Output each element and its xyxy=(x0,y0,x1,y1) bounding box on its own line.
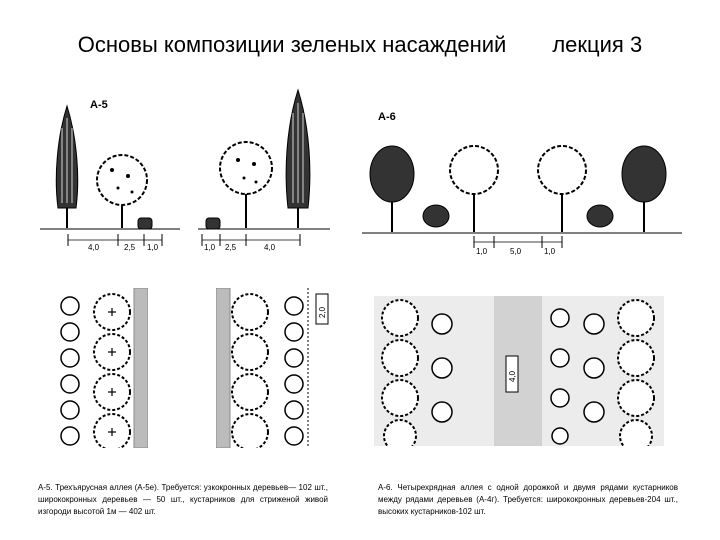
slide-title xyxy=(0,32,720,58)
slide-title-text: Основы композиции зеленых насаждений xyxy=(77,32,507,57)
a5-plan-right xyxy=(216,288,334,448)
a6-dim-3: 1,0 xyxy=(544,247,556,256)
a5-elevation-left xyxy=(40,88,180,268)
a5-dim-r3: 4,0 xyxy=(264,243,276,252)
a5-dim-1: 4,0 xyxy=(88,243,100,252)
lecture-label: лекция 3 xyxy=(552,32,643,57)
a6-plan-dim: 4,0 xyxy=(508,370,517,382)
caption-a6: А-6. Четырехрядная аллея с одной дорожкой и двумя рядами кустарников между рядами деревьев (А-4г). Требуется: ширококронных деревьев-204 шт., высоких кустарников-102 шт. xyxy=(378,483,678,516)
a6-dim-1: 1,0 xyxy=(476,247,488,256)
a5-dim-2: 2,5 xyxy=(124,243,136,252)
a5-plan-left xyxy=(58,288,148,448)
a6-elevation xyxy=(362,104,682,264)
a5-plan-dim: 2,0 xyxy=(318,306,327,318)
a6-dim-2: 5,0 xyxy=(510,247,522,256)
a5-dim-3: 1,0 xyxy=(147,243,159,252)
a6-label: А-6 xyxy=(378,111,396,123)
a5-elevation-right xyxy=(198,88,330,268)
a6-plan xyxy=(374,296,664,446)
a5-label: А-5 xyxy=(90,99,108,111)
caption-a5: А-5. Трехъярусная аллея (А-5е). Требуется: узкокронных деревьев— 102 шт., ширококронных деревьев — 50 шт., кустарников для стриженой живой изгороди высотой 1м — 402 шт. xyxy=(38,483,328,516)
a5-dim-r1: 1,0 xyxy=(204,243,216,252)
a5-dim-r2: 2,5 xyxy=(225,243,237,252)
